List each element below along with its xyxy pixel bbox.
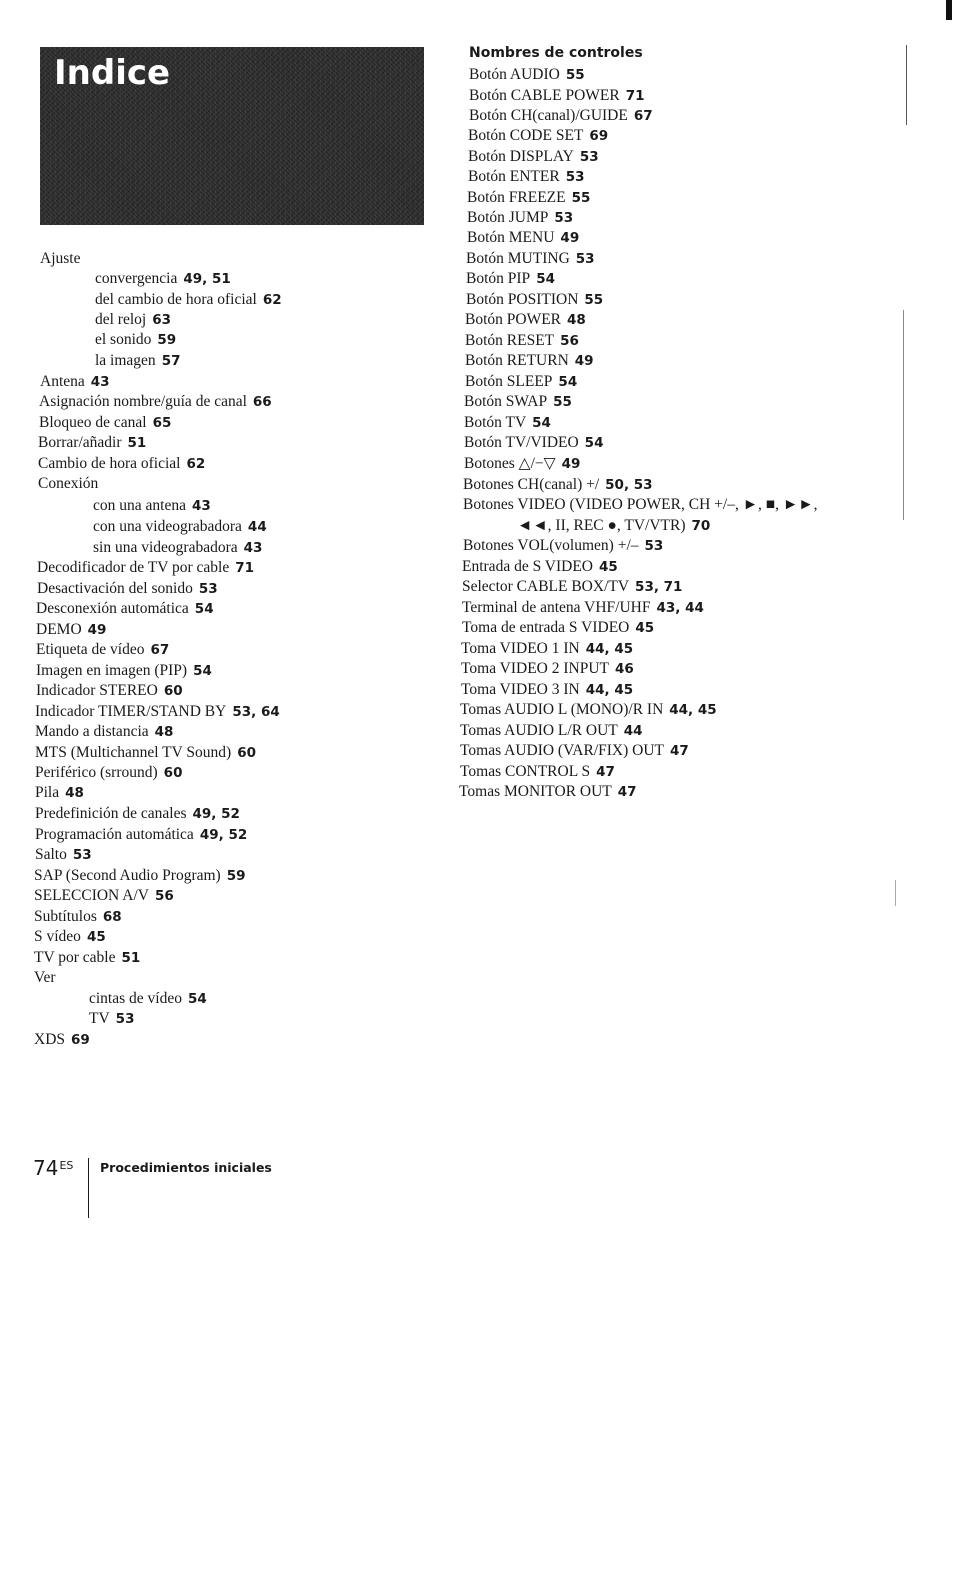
index-left-entry-pages: 48 — [154, 724, 174, 740]
index-right-entry-label: Botón POSITION — [466, 291, 579, 308]
index-left-entry — [35, 763, 182, 783]
index-left-entry-label: Decodificador de TV por cable — [37, 559, 230, 576]
index-left-entry-pages: 49, 51 — [183, 271, 231, 287]
index-left-entry — [35, 702, 280, 722]
index-right-entry-pages: 55 — [553, 394, 572, 410]
index-left-entry — [95, 310, 171, 330]
controls-section-heading: Nombres de controles — [469, 45, 643, 61]
index-right-entry — [469, 106, 653, 126]
index-right-entry-label: Botón MUTING — [466, 250, 570, 267]
scan-margin-mark — [903, 310, 904, 520]
index-left-entry-label: Indicador STEREO — [36, 682, 158, 699]
index-right-entry — [466, 249, 595, 269]
index-right-entry-pages: 54 — [584, 435, 604, 451]
index-right-entry-label: Botón PIP — [466, 270, 531, 287]
index-left-entry-label: DEMO — [36, 621, 82, 638]
index-left-entry-label: cintas de vídeo — [89, 990, 182, 1007]
index-left-entry-pages: 45 — [86, 929, 106, 945]
index-right-entry-pages: 47 — [617, 784, 637, 800]
index-right-entry-pages: 49 — [561, 456, 581, 472]
index-right-entry — [463, 495, 817, 515]
index-left-entry-pages: 54 — [193, 663, 212, 679]
index-left-entry-label: sin una videograbadora — [93, 539, 238, 556]
index-left-entry-pages: 43 — [90, 374, 110, 390]
index-right-entry-pages: 56 — [560, 333, 579, 349]
page-title: Indice — [54, 53, 171, 93]
index-left-entry-label: con una videograbadora — [93, 518, 242, 535]
index-right-entry — [459, 782, 637, 802]
language-code: ES — [59, 1159, 74, 1172]
index-left-entry-label: el sonido — [95, 331, 152, 348]
index-left-entry-label: Indicador TIMER/STAND BY — [35, 703, 227, 720]
index-left-entry — [36, 620, 106, 640]
index-left-entry-label: Bloqueo de canal — [39, 414, 147, 431]
index-right-entry-label: Botón JUMP — [467, 209, 549, 226]
index-left-entry — [39, 413, 171, 433]
index-right-entry-pages: 55 — [565, 67, 585, 83]
index-left-entry — [95, 351, 180, 371]
index-right-entry — [462, 577, 682, 597]
index-right-entry-label: Botón FREEZE — [467, 189, 566, 206]
page-number — [33, 1156, 73, 1180]
scan-margin-mark — [906, 45, 907, 125]
index-left-entry — [38, 454, 205, 474]
index-right-entry — [468, 126, 608, 146]
index-right-entry — [468, 167, 585, 187]
index-right-entry — [465, 351, 594, 371]
index-left-entry — [95, 330, 176, 350]
index-right-entry-pages: 54 — [536, 271, 555, 287]
index-left-entry — [35, 783, 84, 803]
corner-mark — [946, 0, 952, 20]
index-left-entry-pages: 54 — [187, 991, 207, 1007]
index-right-entry-label: Botón ENTER — [468, 168, 560, 185]
scan-margin-mark — [895, 880, 896, 906]
index-left-entry-label: la imagen — [95, 352, 156, 369]
index-right-entry — [461, 680, 633, 700]
index-left-entry — [34, 886, 174, 906]
index-left-entry — [95, 269, 231, 289]
index-left-entry-label: Antena — [40, 373, 85, 390]
index-right-entry — [466, 269, 555, 289]
index-left-entry-label: convergencia — [95, 270, 178, 287]
index-left-entry-label: Etiqueta de vídeo — [36, 641, 145, 658]
index-right-entry-label: Botones △/−▽ — [464, 455, 556, 472]
index-left-entry-pages: 67 — [150, 642, 170, 658]
index-right-entry-pages: 55 — [571, 190, 591, 206]
index-right-entry-pages: 45 — [599, 559, 618, 575]
index-left-entry — [40, 249, 80, 269]
index-right-entry-pages: 47 — [670, 743, 689, 759]
index-right-entry — [463, 536, 663, 556]
index-right-entry-pages: 49 — [574, 353, 594, 369]
index-left-entry-pages: 60 — [163, 683, 183, 699]
index-left-entry — [34, 948, 140, 968]
index-right-entry-label: Tomas AUDIO (VAR/FIX) OUT — [460, 742, 664, 759]
index-right-entry-label: Botón AUDIO — [469, 66, 560, 83]
index-right-entry — [463, 475, 653, 495]
index-left-entry-label: Ver — [34, 969, 56, 986]
index-left-entry-pages: 60 — [237, 745, 256, 761]
index-left-entry — [36, 681, 183, 701]
index-left-entry — [37, 579, 218, 599]
index-left-entry-pages: 57 — [161, 353, 181, 369]
index-right-entry-pages: 71 — [625, 88, 645, 104]
index-left-entry-label: SAP (Second Audio Program) — [34, 867, 221, 884]
index-right-entry-pages: 48 — [567, 312, 586, 328]
index-left-entry-pages: 49 — [87, 622, 107, 638]
index-right-entry — [464, 413, 551, 433]
index-right-entry — [467, 228, 579, 248]
index-right-entry-label: Botón RETURN — [465, 352, 569, 369]
index-right-entry-label: Terminal de antena VHF/UHF — [462, 599, 651, 616]
index-right-entry — [469, 86, 645, 106]
index-right-entry-pages: 55 — [584, 292, 604, 308]
index-left-entry-pages: 43 — [191, 498, 211, 514]
index-left-entry-pages: 51 — [127, 435, 147, 451]
index-right-entry-pages: 53 — [579, 149, 599, 165]
index-left-entry-pages: 66 — [252, 394, 272, 410]
index-right-entry-pages: 44 — [623, 723, 643, 739]
index-right-entry — [464, 454, 580, 474]
index-left-entry — [40, 372, 110, 392]
index-right-entry-label: Tomas AUDIO L/R OUT — [460, 722, 618, 739]
index-left-entry — [36, 661, 212, 681]
index-right-entry-label: Tomas MONITOR OUT — [459, 783, 612, 800]
index-right-entry — [461, 659, 634, 679]
index-left-entry-label: Imagen en imagen (PIP) — [36, 662, 188, 679]
index-left-entry-pages: 43 — [243, 540, 263, 556]
index-left-entry — [34, 1030, 90, 1050]
index-right-entry-pages: 69 — [589, 128, 609, 144]
index-left-entry-label: Borrar/añadir — [38, 434, 122, 451]
index-left-entry — [35, 722, 173, 742]
index-left-entry-label: S vídeo — [34, 928, 81, 945]
index-left-entry — [34, 907, 122, 927]
index-right-entry — [517, 516, 710, 536]
index-left-entry-pages: 60 — [163, 765, 183, 781]
index-right-entry — [460, 762, 615, 782]
index-right-entry-pages: 46 — [615, 661, 634, 677]
index-right-entry-label: Botón MENU — [467, 229, 555, 246]
index-left-entry — [89, 989, 207, 1009]
index-right-entry-label: Selector CABLE BOX/TV — [462, 578, 630, 595]
index-right-entry-label: Tomas CONTROL S — [460, 763, 591, 780]
index-right-entry-label: Toma de entrada S VIDEO — [462, 619, 630, 636]
index-left-entry-pages: 53 — [115, 1011, 135, 1027]
index-left-entry — [38, 433, 146, 453]
index-right-entry — [462, 557, 618, 577]
index-right-entry-pages: 53 — [554, 210, 574, 226]
index-right-entry-label: Toma VIDEO 2 INPUT — [461, 660, 610, 677]
index-left-entry-pages: 53 — [198, 581, 218, 597]
index-left-entry-pages: 68 — [102, 909, 122, 925]
index-left-entry-label: Conexión — [38, 475, 99, 492]
index-right-entry-pages: 53 — [644, 538, 664, 554]
index-right-entry-pages: 47 — [596, 764, 615, 780]
index-left-entry-label: TV por cable — [34, 949, 116, 966]
index-left-entry — [37, 558, 254, 578]
index-left-entry — [93, 517, 267, 537]
index-right-entry-pages: 53 — [575, 251, 595, 267]
index-right-entry-pages: 44, 45 — [669, 702, 717, 718]
index-right-entry-label: Botón CH(canal)/GUIDE — [469, 107, 628, 124]
index-left-entry-pages: 49, 52 — [199, 827, 248, 843]
index-left-entry-label: Desconexión automática — [36, 600, 189, 617]
index-right-entry — [467, 188, 590, 208]
index-right-entry-pages: 54 — [558, 374, 578, 390]
index-right-entry-label: Botones VIDEO (VIDEO POWER, CH +/–, ►, ■, ►►, — [463, 496, 818, 513]
index-right-entry-pages: 44, 45 — [585, 682, 634, 698]
index-right-entry-pages: 45 — [635, 620, 655, 636]
index-right-entry-label: Toma VIDEO 1 IN — [461, 640, 580, 657]
index-right-entry-pages: 43, 44 — [656, 600, 704, 616]
index-right-entry — [468, 147, 599, 167]
index-left-entry-label: Salto — [35, 846, 67, 863]
index-right-entry-label: Tomas AUDIO L (MONO)/R IN — [460, 701, 664, 718]
index-left-entry-label: Predefinición de canales — [35, 805, 187, 822]
index-left-entry-label: Periférico (srround) — [35, 764, 158, 781]
index-left-entry-label: Subtítulos — [34, 908, 97, 925]
index-left-entry-pages: 63 — [152, 312, 172, 328]
index-left-entry — [36, 640, 169, 660]
index-right-entry — [465, 372, 577, 392]
page-number-value: 74 — [33, 1156, 59, 1180]
index-left-entry-pages: 59 — [157, 332, 177, 348]
index-left-entry-pages: 59 — [226, 868, 246, 884]
index-left-entry-label: del cambio de hora oficial — [95, 291, 257, 308]
index-left-entry-pages: 51 — [121, 950, 141, 966]
index-left-entry-label: Mando a distancia — [35, 723, 149, 740]
index-left-entry — [93, 538, 262, 558]
index-left-entry — [38, 474, 98, 494]
index-left-entry — [36, 599, 214, 619]
footer-divider — [88, 1158, 89, 1218]
index-right-entry — [460, 741, 689, 761]
index-left-entry — [34, 927, 106, 947]
index-left-entry — [89, 1009, 134, 1029]
index-header-banner — [40, 47, 424, 225]
index-right-entry — [464, 392, 572, 412]
index-left-entry-label: MTS (Multichannel TV Sound) — [35, 744, 232, 761]
index-right-entry — [460, 721, 643, 741]
index-right-entry-label: Botones CH(canal) +/ — [463, 476, 600, 493]
index-left-entry — [35, 825, 247, 845]
index-right-entry-pages: 53 — [565, 169, 585, 185]
index-left-entry — [93, 496, 211, 516]
index-right-entry-label: Botón CABLE POWER — [469, 87, 620, 104]
index-right-entry-pages: 54 — [532, 415, 551, 431]
index-right-entry — [464, 433, 603, 453]
index-right-entry-label: Botón DISPLAY — [468, 148, 574, 165]
index-right-entry-pages: 53, 71 — [635, 579, 683, 595]
index-left-entry-label: XDS — [34, 1031, 66, 1048]
index-left-entry — [35, 804, 240, 824]
index-right-entry-label: Botón RESET — [465, 332, 555, 349]
index-left-entry-pages: 49, 52 — [192, 806, 240, 822]
index-right-entry-label: Botones VOL(volumen) +/– — [463, 537, 639, 554]
index-left-entry-pages: 62 — [186, 456, 206, 472]
index-right-entry-pages: 49 — [560, 230, 580, 246]
index-right-entry-pages: 50, 53 — [605, 477, 653, 493]
index-left-entry — [95, 290, 282, 310]
index-right-entry-label: Botón SWAP — [464, 393, 548, 410]
index-left-entry — [39, 392, 272, 412]
index-right-entry-pages: 70 — [691, 518, 711, 534]
index-right-entry-label: Botón TV — [464, 414, 527, 431]
index-right-entry-label: Botón POWER — [465, 311, 562, 328]
index-right-entry-pages: 67 — [633, 108, 653, 124]
index-left-entry-pages: 65 — [152, 415, 172, 431]
index-left-entry — [34, 866, 246, 886]
index-left-entry-pages: 53, 64 — [232, 704, 280, 720]
index-left-entry-pages: 48 — [65, 785, 84, 801]
index-left-entry-pages: 53 — [72, 847, 92, 863]
index-right-entry — [465, 331, 579, 351]
index-left-entry-label: Cambio de hora oficial — [38, 455, 181, 472]
index-left-entry-label: Programación automática — [35, 826, 194, 843]
index-left-entry — [35, 743, 256, 763]
index-left-entry-label: con una antena — [93, 497, 186, 514]
index-left-entry-label: del reloj — [95, 311, 147, 328]
index-left-entry-label: SELECCION A/V — [34, 887, 149, 904]
index-left-entry-pages: 44 — [247, 519, 267, 535]
index-right-entry-label: Toma VIDEO 3 IN — [461, 681, 580, 698]
index-left-entry-pages: 56 — [154, 888, 174, 904]
index-right-entry — [465, 310, 586, 330]
index-left-entry-label: Asignación nombre/guía de canal — [39, 393, 247, 410]
index-right-entry — [461, 639, 633, 659]
index-right-entry-label: ◄◄, II, REC ●, TV/VTR) — [517, 517, 686, 534]
index-left-entry — [34, 968, 56, 988]
index-right-entry — [467, 208, 573, 228]
index-left-entry-pages: 69 — [71, 1032, 90, 1048]
index-right-entry-label: Botón SLEEP — [465, 373, 553, 390]
index-right-entry — [460, 700, 717, 720]
index-left-entry-label: Ajuste — [40, 250, 81, 267]
index-left-entry-pages: 62 — [262, 292, 282, 308]
index-right-entry — [462, 618, 654, 638]
index-left-entry-label: TV — [89, 1010, 110, 1027]
index-left-entry-label: Desactivación del sonido — [37, 580, 193, 597]
index-right-entry-label: Botón TV/VIDEO — [464, 434, 579, 451]
index-left-entry-pages: 71 — [235, 560, 255, 576]
index-left-entry-label: Pila — [35, 784, 60, 801]
index-left-entry — [35, 845, 92, 865]
index-right-entry — [469, 65, 585, 85]
index-left-entry-pages: 54 — [194, 601, 214, 617]
index-right-entry-label: Entrada de S VIDEO — [462, 558, 594, 575]
index-right-entry-label: Botón CODE SET — [468, 127, 584, 144]
footer-section-title: Procedimientos iniciales — [100, 1160, 272, 1175]
index-right-entry-pages: 44, 45 — [585, 641, 634, 657]
index-right-entry — [462, 598, 704, 618]
index-right-entry — [466, 290, 603, 310]
